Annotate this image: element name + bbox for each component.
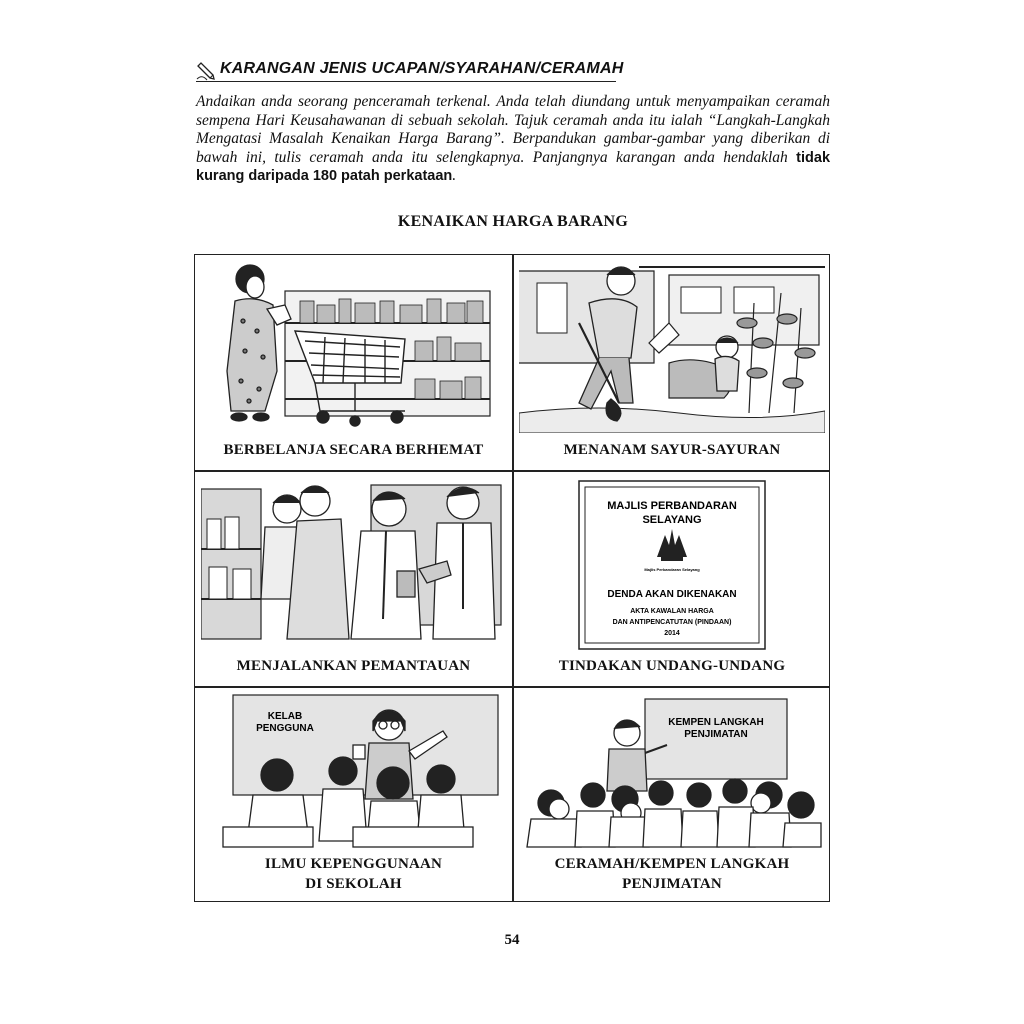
sign-year: 2014 bbox=[664, 630, 680, 637]
instructions-word-limit: tidak kurang daripada 180 patah perkataan bbox=[196, 149, 831, 184]
panel-shopping bbox=[195, 255, 512, 470]
panel-caption-line1: ILMU KEPENGGUNAAN bbox=[264, 856, 443, 872]
notice-sign bbox=[577, 479, 767, 651]
sign-act-line1: AKTA KAWALAN HARGA bbox=[630, 608, 714, 615]
panel-caption-line2: PENJIMATAN bbox=[622, 876, 722, 892]
panel-caption: MENJALANKAN PEMANTAUAN bbox=[236, 658, 471, 674]
sign-title-line2: SELAYANG bbox=[642, 514, 702, 526]
panel-caption: BERBELANJA SECARA BERHEMAT bbox=[223, 442, 484, 458]
panel-gardening bbox=[513, 255, 831, 470]
board-line2: PENGGUNA bbox=[256, 723, 314, 734]
board-line1: KELAB bbox=[267, 711, 303, 722]
heading-underline bbox=[196, 81, 616, 82]
panel-monitoring bbox=[195, 471, 512, 686]
picture-grid bbox=[194, 254, 830, 902]
classroom-illustration bbox=[203, 691, 503, 851]
panel-caption: TINDAKAN UNDANG-UNDANG bbox=[558, 658, 786, 674]
gardening-illustration bbox=[519, 263, 825, 433]
sign-notice: DENDA AKAN DIKENAKAN bbox=[607, 589, 737, 600]
board-line2: PENJIMATAN bbox=[684, 729, 748, 740]
heading-title: KARANGAN JENIS UCAPAN/SYARAHAN/CERAMAH bbox=[220, 60, 624, 77]
panel-caption-line2: DI SEKOLAH bbox=[305, 876, 402, 892]
instructions-paragraph bbox=[196, 93, 830, 186]
panel-consumer-education bbox=[195, 687, 512, 903]
sign-act-line2: DAN ANTIPENCATUTAN (PINDAAN) bbox=[612, 619, 732, 626]
shopping-illustration bbox=[205, 261, 503, 433]
page-heading bbox=[196, 60, 836, 86]
sign-title-line1: MAJLIS PERBANDARAN bbox=[607, 500, 737, 512]
page-number: 54 bbox=[504, 932, 520, 948]
campaign-illustration bbox=[521, 691, 823, 851]
instructions-text: Andaikan anda seorang penceramah terkenal. Anda telah diundang untuk menyampaikan ceramah sempena Hari Keusahawanan di sebuah sekolah. Tajuk ceramah anda itu ialah “Langkah-Langkah Mengatasi Masalah Kenaikan Harga Barang”. Berpandukan gambar-gambar yang diberikan di bawah ini, tulis ceramah anda itu selengkapnya. Panjangnya karangan anda hendaklah bbox=[196, 93, 830, 166]
panel-campaign bbox=[513, 687, 831, 903]
panel-legal-action bbox=[513, 471, 831, 686]
pencil-icon bbox=[196, 62, 218, 82]
instructions-end: . bbox=[452, 167, 457, 184]
board-line1: KEMPEN LANGKAH bbox=[668, 717, 764, 728]
monitoring-illustration bbox=[201, 479, 506, 651]
section-title: KENAIKAN HARGA BARANG bbox=[397, 213, 629, 230]
logo-caption: Majlis Perbandaran Selayang bbox=[644, 567, 700, 572]
panel-caption-line1: CERAMAH/KEMPEN LANGKAH bbox=[554, 856, 790, 872]
panel-caption: MENANAM SAYUR-SAYURAN bbox=[563, 442, 781, 458]
